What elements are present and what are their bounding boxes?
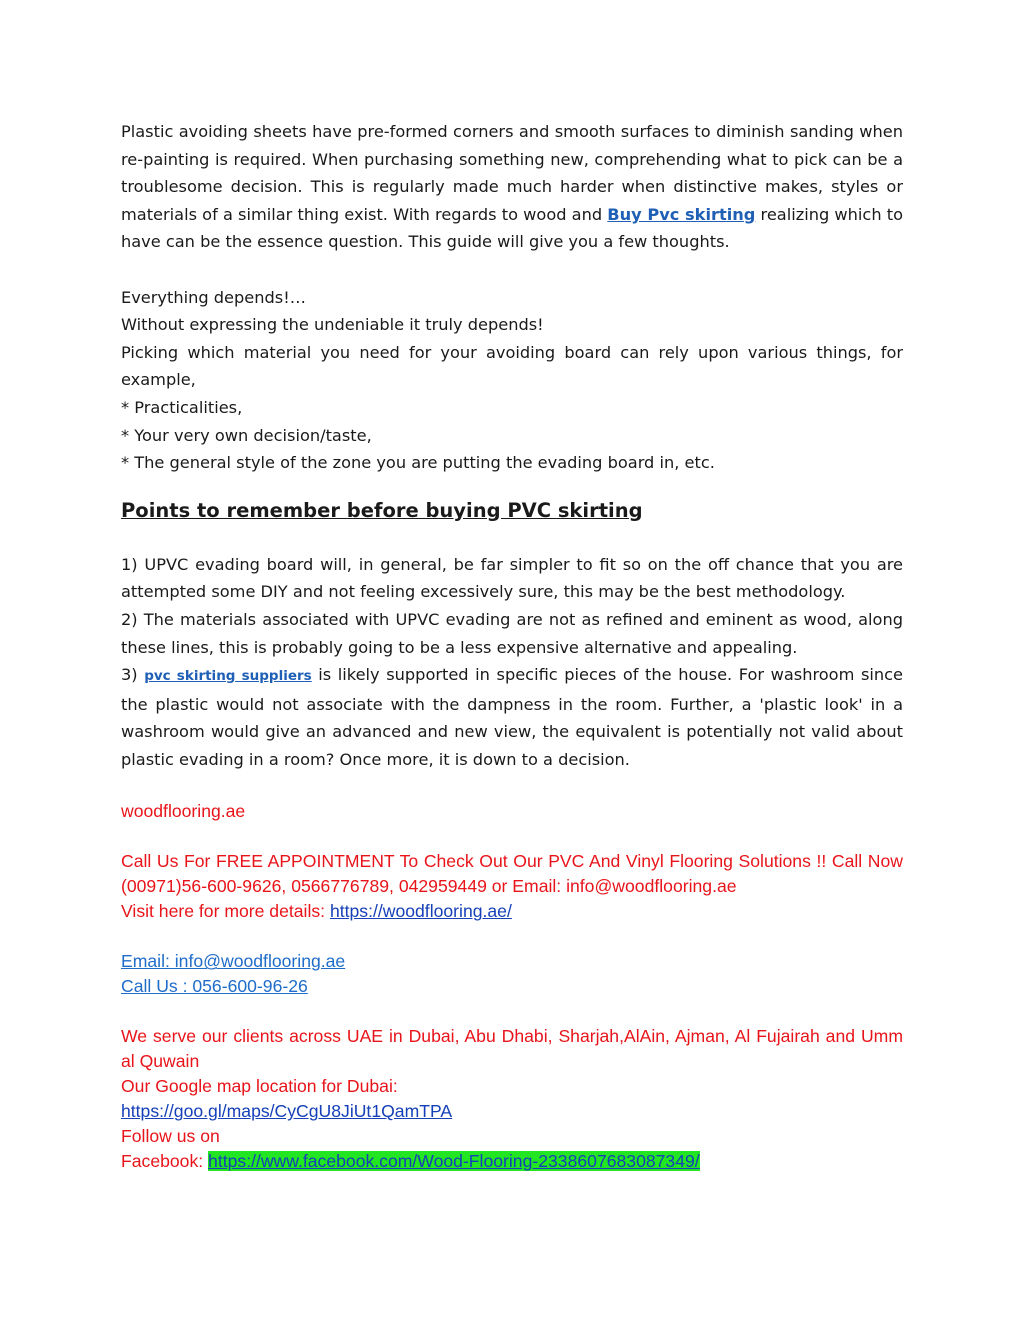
facebook-link[interactable]: https://www.facebook.com/Wood-Flooring-2338607683087349/	[208, 1151, 700, 1172]
call-us-text: Call Us For FREE APPOINTMENT To Check Out Our PVC And Vinyl Flooring Solutions !! Call Now (00971)56-600-9626, 0566776789, 042959449 or Email: info@woodflooring.ae	[121, 851, 903, 897]
site-name: woodflooring.ae	[121, 801, 246, 822]
bullet-item: * Your very own decision/taste,	[121, 425, 372, 445]
email-link[interactable]: Email: info@woodflooring.ae	[121, 951, 346, 972]
call-link[interactable]: Call Us : 056-600-96-26	[121, 976, 308, 997]
website-link[interactable]: https://woodflooring.ae/	[329, 901, 512, 922]
depends-line-2: Without expressing the undeniable it truly depends!	[121, 315, 544, 335]
pvc-skirting-suppliers-link[interactable]: pvc skirting suppliers	[144, 668, 312, 685]
bullet-item: * Practicalities,	[121, 397, 243, 417]
depends-line-3: Picking which material you need for your avoiding board can rely upon various things, for example,	[121, 342, 903, 390]
map-line	[121, 1099, 903, 1124]
intro-text-2: realizing which to have can be the essence question. This guide will give you a few thoughts.	[121, 204, 903, 252]
depends-line-1: Everything depends!…	[121, 287, 306, 307]
document-page	[121, 118, 903, 1174]
serve-text: We serve our clients across UAE in Dubai, Abu Dhabi, Sharjah,AlAin, Ajman, Al Fujairah and Umm al Quwain	[121, 1026, 903, 1072]
call-line	[121, 974, 903, 999]
visit-line	[121, 899, 903, 924]
buy-pvc-skirting-link[interactable]: Buy Pvc skirting	[607, 204, 756, 224]
point-1: 1) UPVC evading board will, in general, be far simpler to fit so on the off chance that you are attempted some DIY and not feeling excessively sure, this may be the best methodology.	[121, 554, 903, 602]
facebook-label: Facebook:	[121, 1151, 209, 1172]
intro-text-1: Plastic avoiding sheets have pre-formed corners and smooth surfaces to diminish sanding when re-painting is required. When purchasing something new, comprehending what to pick can be a troublesome decision. This is regularly made much harder when distinctive makes, styles or materials of a similar thing exist. With regards to wood and	[121, 122, 903, 224]
point-3	[121, 661, 903, 773]
email-line	[121, 949, 903, 974]
map-label: Our Google map location for Dubai:	[121, 1076, 398, 1097]
section-heading: Points to remember before buying PVC skirting	[121, 498, 643, 522]
contact-section	[121, 799, 903, 1174]
bullet-item: * The general style of the zone you are putting the evading board in, etc.	[121, 453, 715, 473]
point-2: 2) The materials associated with UPVC evading are not as refined and eminent as wood, along these lines, this is probably going to be a less expensive alternative and appealing.	[121, 609, 903, 657]
point-3-prefix: 3)	[121, 665, 145, 685]
visit-label: Visit here for more details:	[121, 901, 330, 922]
google-map-link[interactable]: https://goo.gl/maps/CyCgU8JiUt1QamTPA	[121, 1101, 453, 1122]
point-3-text: is likely supported in specific pieces of the house. For washroom since the plastic would not associate with the dampness in the room. Further, a 'plastic look' in a washroom would give an advanced and new view, the equivalent is potentially not valid about plastic evading in a room? Once more, it is down to a decision.	[121, 665, 903, 769]
intro-paragraph	[121, 118, 903, 256]
facebook-line	[121, 1149, 903, 1174]
follow-label: Follow us on	[121, 1126, 220, 1147]
